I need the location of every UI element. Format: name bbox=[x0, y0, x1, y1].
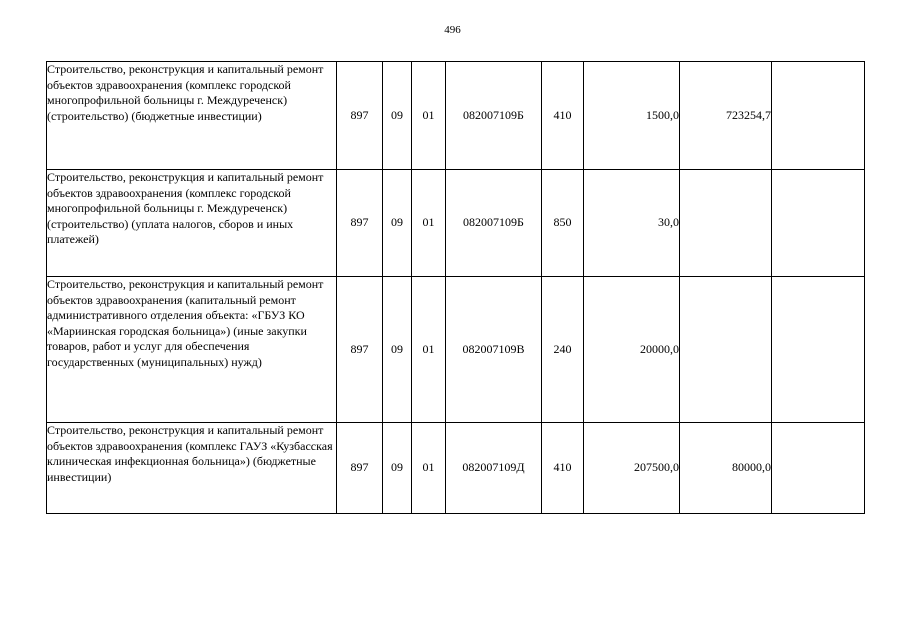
table-row bbox=[47, 423, 865, 514]
sum-year-2: 80000,0 bbox=[680, 423, 772, 514]
row-description: Строительство, реконструкция и капитальный ремонт объектов здравоохранения (комплекс ГАУЗ «Кузбасская клиническая инфекционная больница») (бюджетные инвестиции) bbox=[47, 423, 337, 514]
target-article-code: 082007109Б bbox=[446, 170, 542, 277]
expense-type-code: 410 bbox=[542, 423, 584, 514]
sum-year-1: 1500,0 bbox=[584, 62, 680, 170]
sum-year-1: 207500,0 bbox=[584, 423, 680, 514]
target-article-code: 082007109Д bbox=[446, 423, 542, 514]
table-row bbox=[47, 170, 865, 277]
row-description: Строительство, реконструкция и капитальный ремонт объектов здравоохранения (комплекс городской многопрофильной больницы г. Междуреченск) (строительство) (бюджетные инвестиции) bbox=[47, 62, 337, 170]
sum-year-1: 30,0 bbox=[584, 170, 680, 277]
podrazdel-code: 01 bbox=[412, 170, 446, 277]
expense-type-code: 410 bbox=[542, 62, 584, 170]
ved-code: 897 bbox=[337, 170, 383, 277]
sum-year-3 bbox=[772, 277, 865, 423]
sum-year-2 bbox=[680, 170, 772, 277]
sum-year-1: 20000,0 bbox=[584, 277, 680, 423]
row-description: Строительство, реконструкция и капитальный ремонт объектов здравоохранения (капитальный ремонт административного отделения объекта: «ГБУЗ КО «Мариинская городская больница») (иные закупки товаров, работ и услуг для обеспечения государственных (муниципальных) нужд) bbox=[47, 277, 337, 423]
ved-code: 897 bbox=[337, 62, 383, 170]
razdel-code: 09 bbox=[383, 62, 412, 170]
podrazdel-code: 01 bbox=[412, 62, 446, 170]
expense-type-code: 850 bbox=[542, 170, 584, 277]
podrazdel-code: 01 bbox=[412, 277, 446, 423]
razdel-code: 09 bbox=[383, 170, 412, 277]
razdel-code: 09 bbox=[383, 277, 412, 423]
row-description: Строительство, реконструкция и капитальный ремонт объектов здравоохранения (комплекс городской многопрофильной больницы г. Междуреченск) (строительство) (уплата налогов, сборов и иных платежей) bbox=[47, 170, 337, 277]
sum-year-2 bbox=[680, 277, 772, 423]
page-number: 496 bbox=[444, 24, 461, 36]
sum-year-3 bbox=[772, 62, 865, 170]
table-row bbox=[47, 277, 865, 423]
ved-code: 897 bbox=[337, 423, 383, 514]
sum-year-3 bbox=[772, 170, 865, 277]
expense-type-code: 240 bbox=[542, 277, 584, 423]
podrazdel-code: 01 bbox=[412, 423, 446, 514]
sum-year-2: 723254,7 bbox=[680, 62, 772, 170]
target-article-code: 082007109Б bbox=[446, 62, 542, 170]
table-row bbox=[47, 62, 865, 170]
target-article-code: 082007109В bbox=[446, 277, 542, 423]
sum-year-3 bbox=[772, 423, 865, 514]
ved-code: 897 bbox=[337, 277, 383, 423]
razdel-code: 09 bbox=[383, 423, 412, 514]
budget-table bbox=[46, 61, 865, 514]
